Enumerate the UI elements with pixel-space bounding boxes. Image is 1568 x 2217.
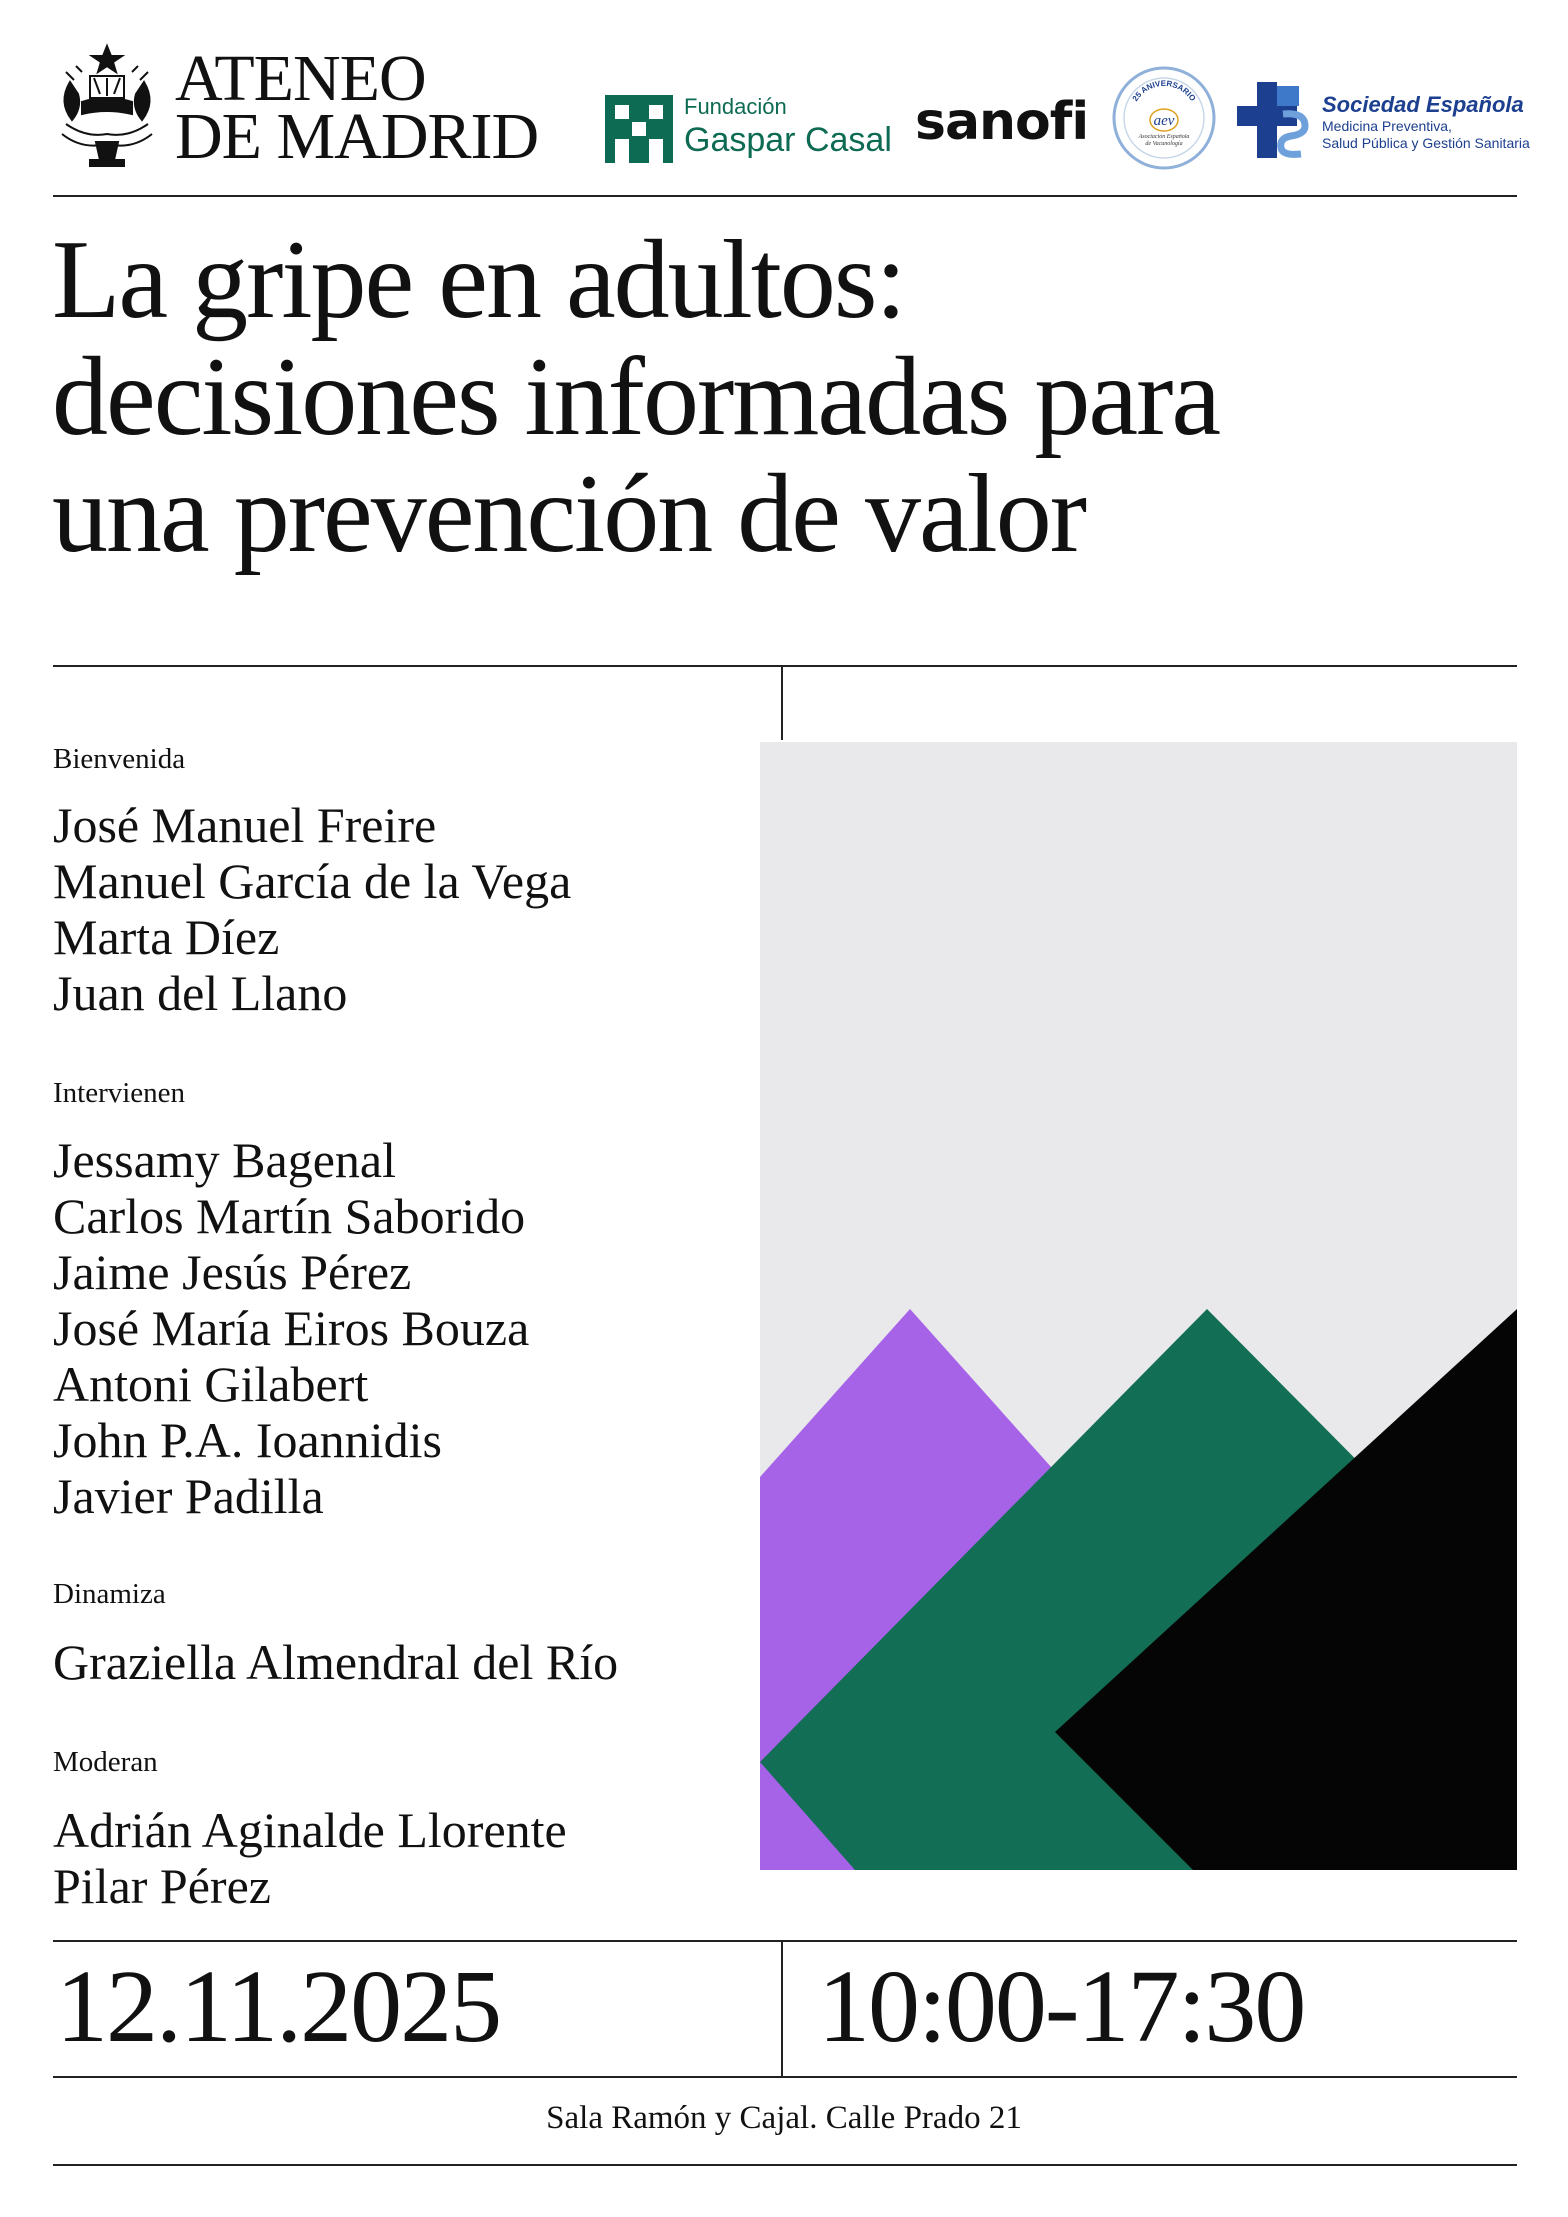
- vertical-divider-bottom: [781, 1940, 783, 2077]
- title-line-2: decisiones informadas para: [52, 335, 1220, 459]
- gaspar-casal-label: Gaspar Casal: [684, 121, 892, 159]
- moderan-names: [53, 1802, 567, 1914]
- aev-badge-text: 25 ANIVERSARIO: [1130, 78, 1198, 103]
- ateneo-crest-icon: [52, 42, 162, 172]
- speaker-name: Adrián Aginalde Llorente: [53, 1802, 567, 1858]
- speaker-name: Antoni Gilabert: [53, 1356, 369, 1412]
- speaker-name: Jessamy Bagenal: [53, 1132, 396, 1188]
- event-date: 12.11.2025: [56, 1949, 501, 2064]
- mountains-artwork: [760, 742, 1517, 1870]
- fundacion-mark-icon: [605, 95, 673, 163]
- speaker-name: José María Eiros Bouza: [53, 1300, 530, 1356]
- speaker-name: Juan del Llano: [53, 965, 348, 1021]
- section-label-moderan: Moderan: [53, 1746, 158, 1778]
- ateneo-line1: ATENEO: [175, 42, 426, 115]
- bienvenida-names: [53, 797, 571, 1021]
- section-label-bienvenida: Bienvenida: [53, 743, 186, 775]
- speaker-name: Marta Díez: [53, 909, 280, 965]
- title-divider: [53, 665, 1517, 667]
- speaker-name: Carlos Martín Saborido: [53, 1188, 526, 1244]
- speaker-name: John P.A. Ioannidis: [53, 1412, 442, 1468]
- sociedad-title: Sociedad Española: [1322, 92, 1524, 117]
- speaker-name: Graziella Almendral del Río: [53, 1634, 619, 1690]
- sociedad-subtitle-2: Salud Pública y Gestión Sanitaria: [1322, 135, 1530, 151]
- aev-name: Asociación Española de Vacunología: [1138, 134, 1190, 147]
- aev-seal-icon: [1110, 64, 1218, 172]
- speaker-name: Javier Padilla: [53, 1468, 324, 1524]
- fundacion-gaspar-casal-logo: [684, 94, 892, 160]
- speaker-name: José Manuel Freire: [53, 797, 437, 853]
- speaker-name: Jaime Jesús Pérez: [53, 1244, 412, 1300]
- sanofi-logo: sanofi: [915, 92, 1089, 152]
- vertical-divider-top: [781, 665, 783, 740]
- aev-initials: aev: [1153, 113, 1175, 129]
- svg-text:25 ANIVERSARIO: [1131, 79, 1198, 103]
- section-label-intervienen: Intervienen: [53, 1077, 186, 1109]
- header-divider: [53, 195, 1517, 197]
- footer-top-divider: [53, 1940, 1517, 1942]
- title-line-1: La gripe en adultos:: [52, 218, 905, 342]
- ateneo-wordmark: [175, 42, 539, 173]
- intervienen-names: [53, 1132, 529, 1524]
- speaker-name: Manuel García de la Vega: [53, 853, 572, 909]
- ateneo-line2: DE MADRID: [175, 100, 539, 173]
- sociedad-subtitle-1: Medicina Preventiva,: [1322, 118, 1452, 134]
- footer-bottom-divider: [53, 2164, 1517, 2166]
- footer-middle-divider: [53, 2076, 1517, 2078]
- title-line-3: una prevención de valor: [52, 452, 1086, 576]
- event-venue: Sala Ramón y Cajal. Calle Prado 21: [546, 2100, 1022, 2136]
- section-label-dinamiza: Dinamiza: [53, 1578, 166, 1610]
- event-time: 10:00-17:30: [818, 1949, 1305, 2064]
- speaker-name: Pilar Pérez: [53, 1858, 271, 1914]
- dinamiza-names: [53, 1634, 618, 1690]
- event-title: [52, 218, 1522, 576]
- sociedad-espanola-logo: [1322, 92, 1530, 152]
- fundacion-label: Fundación: [684, 94, 787, 119]
- sociedad-mark-icon: [1235, 80, 1315, 160]
